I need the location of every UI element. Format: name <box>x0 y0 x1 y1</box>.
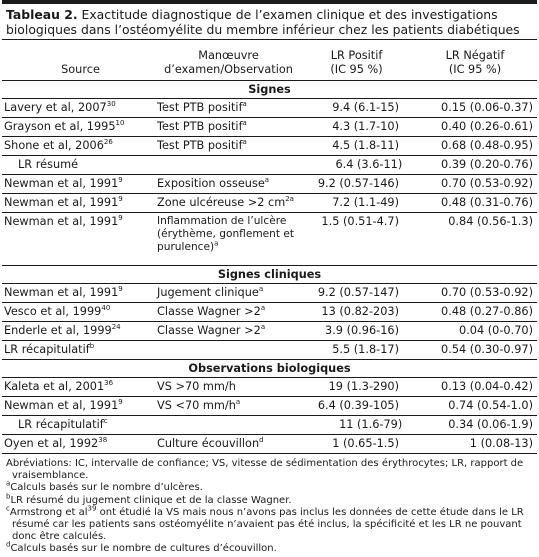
table-row: Newman et al, 1991$^9$ Zone ulcéreuse >2 $cm^{2a}$ 7.2 (1.1-49) 0.48 (0.31-0.76) <box>2 193 537 212</box>
table-title <box>0 4 539 39</box>
table-row: Vesco et al, 1999$^{40}$ Classe Wagner $>2^a$ 13 (0.82-203) 0.48 (0.27-0.86) <box>2 302 537 321</box>
header-lr-positive: LR Positif (IC 95 %) <box>330 49 383 76</box>
table-row: Oyen et al, 1992$^{38}$ Culture écouvillon$^d$ 1 (0.65-1.5) 1 (0.08-13) <box>2 434 537 453</box>
table-row: Enderle et al, 1999$^{24}$ Classe Wagner $>2^a$ 3.9 (0.96-16) 0.04 (0-0.70) <box>2 321 537 340</box>
footnote-d: $^d$Calculs basés sur le nombre de cultures d’écouvillon. <box>6 541 277 555</box>
section-signes: Signes <box>248 83 291 96</box>
header-source: Source <box>61 63 100 76</box>
table-row: Grayson et al, 1995$^{10}$ Test PTB positif$^a$ 4.3 (1.7-10) 0.40 (0.26-0.61) <box>2 117 537 136</box>
table-row: Kaleta et al, 2001$^{36}$ VS >70 mm/h 19 (1.3-290) 0.13 (0.04-0.42) <box>2 377 537 396</box>
footnote-a: $^a$Calculs basés sur le nombre d’ulcères. <box>6 480 203 494</box>
table-row: Newman et al, 1991$^9$ Inflammation de l’ulcère (érythème, gonflement et purulence)$^a$ 1.5 (0.51-4.7) 0.84 (0.56-1.3) <box>2 212 537 265</box>
table-row: Shone et al, 2006$^{26}$ Test PTB positif$^a$ 4.5 (1.8-11) 0.68 (0.48-0.95) <box>2 136 537 155</box>
title-label: Tableau 2. <box>6 7 78 22</box>
section-observations-biologiques: Observations biologiques <box>188 362 351 375</box>
table-row-summary: LR résumé 6.4 (3.6-11) 0.39 (0.20-0.76) <box>2 155 537 174</box>
footnote-b: $^b$LR résumé du jugement clinique et de la classe Wagner. <box>6 492 292 506</box>
table-row: Newman et al, 1991$^9$ Jugement clinique$^a$ 9.2 (0.57-147) 0.70 (0.53-0.92) <box>2 283 537 302</box>
table-row-summary: LR récapitulatif$^b$ 5.5 (1.8-17) 0.54 (0.30-0.97) <box>2 340 537 359</box>
table-row: Lavery et al, 2007$^{30}$ Test PTB positif$^a$ 9.4 (6.1-15) 0.15 (0.06-0.37) <box>2 98 537 117</box>
header-maneuver: Manœuvre d’examen/Observation <box>164 49 293 76</box>
table-row: Newman et al, 1991$^9$ VS <70 $mm/h^a$ 6.4 (0.39-105) 0.74 (0.54-1.0) <box>2 396 537 415</box>
footnote-c: $^c$Armstrong et $al^{39}$ ont étudié la VS mais nous n’avons pas inclus les données de cette étude dans le LR résumé car les patients sans ostéomyélite n’avaient pas été inclus, la spécificité et les LR ne pouvant donc être calculés. <box>6 504 524 543</box>
table-header <box>2 40 537 80</box>
table-row: Newman et al, 1991$^9$ Exposition osseuse$^a$ 9.2 (0.57-146) 0.70 (0.53-0.92) <box>2 174 537 193</box>
table-footnotes <box>2 454 537 556</box>
footnote-abbreviations: Abréviations: IC, intervalle de confiance; VS, vitesse de sédimentation des érythrocytes; LR, rapport de vraisemblance. <box>6 458 524 482</box>
title-text: Exactitude diagnostique de l’examen clinique et des investigations biologiques dans l’ostéomyélite du membre inférieur chez les patients diabétiques <box>6 7 520 37</box>
header-lr-negative: LR Négatif (IC 95 %) <box>445 49 505 76</box>
table-row-summary: LR récapitulatif$^c$ 11 (1.6-79) 0.34 (0.06-1.9) <box>2 415 537 434</box>
section-signes-cliniques: Signes cliniques <box>217 268 322 281</box>
